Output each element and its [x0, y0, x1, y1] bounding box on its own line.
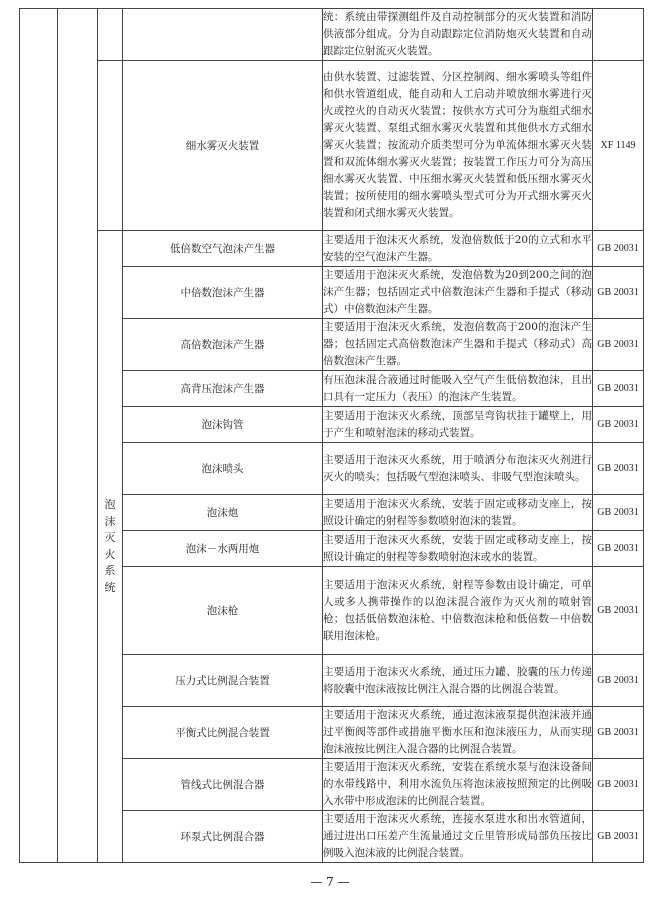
product-desc-cell: 主要适用于泡沫灭火系统，通过压力罐、胶囊的压力传递将胶囊中泡沫液按比例注入混合器的比例混合装置。	[323, 655, 593, 707]
standard-cell: GB 20031	[593, 407, 644, 443]
standard-cell: GB 20031	[593, 231, 644, 267]
category-foam-label	[98, 497, 122, 596]
standard-cell: GB 20031	[593, 707, 644, 759]
standard-cell: GB 20031	[593, 495, 644, 531]
product-name-cell: 泡沫炮	[123, 495, 323, 531]
product-name-cell: 中倍数泡沫产生器	[123, 267, 323, 319]
product-desc-cell: 主要适用于泡沫灭火系统，发泡倍数为20到200之间的泡沫产生器；包括固定式中倍数泡沫产生器和手提式（移动式）中倍数泡沫产生器。	[323, 267, 593, 319]
product-desc-cell: 有压泡沫混合液通过时能吸入空气产生低倍数泡沫，且出口具有一定压力（表压）的泡沫产生装置。	[323, 371, 593, 407]
product-desc-cell: 统：系统由带探测组件及自动控制部分的灭火装置和消防供液部分组成。分为自动跟踪定位消防炮灭火装置和自动跟踪定位射流灭火装置。	[323, 9, 593, 61]
product-name-cell: 平衡式比例混合装置	[123, 707, 323, 759]
standard-cell: GB 20031	[593, 531, 644, 567]
product-name-cell: 高倍数泡沫产生器	[123, 319, 323, 371]
product-desc-cell: 主要适用于泡沫灭火系统，用于喷洒分布泡沫灭火剂进行灭火的喷头；包括吸气型泡沫喷头、非吸气型泡沫喷头。	[323, 443, 593, 495]
table-row	[20, 61, 644, 231]
product-name-cell: 泡沫枪	[123, 567, 323, 655]
standard-cell: GB 20031	[593, 371, 644, 407]
product-name-cell: 细水雾灭火装置	[123, 61, 323, 231]
table-row	[20, 231, 644, 267]
product-name-cell: 泡沫－水两用炮	[123, 531, 323, 567]
category-foam-char: 火	[104, 547, 116, 561]
product-desc-cell: 主要适用于泡沫灭火系统，通过泡沫液泵提供泡沫液并通过平衡阀等部件或措施平衡水压和泡沫液压力，从而实现泡沫液按比例注入混合器的比例混合装置。	[323, 707, 593, 759]
product-name-cell: 环泵式比例混合器	[123, 811, 323, 863]
standard-cell: GB 20031	[593, 267, 644, 319]
product-table	[19, 8, 644, 863]
product-desc-cell: 由供水装置、过滤装置、分区控制阀、细水雾喷头等组件和供水管道组成，能自动和人工启动并喷放细水雾进行灭火或控火的自动灭火装置；按供水方式可分为瓶组式细水雾灭火装置、泵组式细水雾灭火装置和其他供水方式细水雾灭火装置；按流动介质类型可分为单流体细水雾灭火装置和双流体细水雾灭火装置；按装置工作压力可分为高压细水雾灭火装置、中压细水雾灭火装置和低压细水雾灭火装置；按所使用的细水雾喷头型式可分为开式细水雾灭火装置和闭式细水雾灭火装置。	[323, 61, 593, 231]
product-desc-cell: 主要适用于泡沫灭火系统，安装在系统水泵与泡沫设备间的水带线路中，利用水流负压将泡沫液按照预定的比例吸入水带中形成泡沫的比例混合装置。	[323, 759, 593, 811]
category-foam-char: 沫	[104, 514, 116, 528]
category-level3-cell	[98, 61, 123, 231]
standard-cell: GB 20031	[593, 811, 644, 863]
product-desc-cell: 主要适用于泡沫灭火系统，连接水泵进水和出水管道间，通过进出口压差产生流量通过文丘里管形成局部负压按比例吸入泡沫液的比例混合装置。	[323, 811, 593, 863]
category-level3-cell	[98, 9, 123, 61]
product-desc-cell: 主要适用于泡沫灭火系统，发泡倍数低于20的立式和水平安装的空气泡沫产生器。	[323, 231, 593, 267]
table-row	[20, 9, 644, 61]
product-desc-cell: 主要适用于泡沫灭火系统，发泡倍数高于200的泡沫产生器；包括固定式高倍数泡沫产生器和手提式（移动式）高倍数泡沫产生器。	[323, 319, 593, 371]
page-number: — 7 —	[310, 875, 350, 889]
product-name-cell: 低倍数空气泡沫产生器	[123, 231, 323, 267]
standard-cell: GB 20031	[593, 319, 644, 371]
product-desc-cell: 主要适用于泡沫灭火系统，安装于固定或移动支座上，按照设计确定的射程等参数喷射泡沫或水的装置。	[323, 531, 593, 567]
category-foam-char: 泡	[104, 498, 116, 511]
category-foam-char: 统	[104, 580, 116, 594]
standard-cell: GB 20031	[593, 759, 644, 811]
product-desc-cell: 主要适用于泡沫灭火系统，射程等参数由设计确定，可单人或多人携带操作的以泡沫混合液作为灭火剂的喷射管枪；包括低倍数泡沫枪、中倍数泡沫枪和低倍数－中倍数联用泡沫枪。	[323, 567, 593, 655]
standard-cell: GB 20031	[593, 655, 644, 707]
product-desc-cell: 主要适用于泡沫灭火系统，安装于固定或移动支座上，按照设计确定的射程等参数喷射泡沫的装置。	[323, 495, 593, 531]
product-desc-cell: 主要适用于泡沫灭火系统，顶部呈弯钩状挂于罐壁上，用于产生和喷射泡沫的移动式装置。	[323, 407, 593, 443]
product-name-cell: 压力式比例混合装置	[123, 655, 323, 707]
product-name-cell: 管线式比例混合器	[123, 759, 323, 811]
category-foam-char: 系	[104, 564, 116, 577]
category-foam-char: 灭	[104, 531, 116, 544]
standard-cell	[593, 9, 644, 61]
category-foam-cell	[98, 231, 123, 863]
category-level2-cell	[58, 9, 98, 863]
standard-cell: XF 1149	[593, 61, 644, 231]
product-name-cell: 高背压泡沫产生器	[123, 371, 323, 407]
product-name-cell: 泡沫喷头	[123, 443, 323, 495]
standard-cell: GB 20031	[593, 443, 644, 495]
standard-cell: GB 20031	[593, 567, 644, 655]
product-name-cell: 泡沫钩管	[123, 407, 323, 443]
product-name-cell	[123, 9, 323, 61]
category-level1-cell	[20, 9, 58, 863]
